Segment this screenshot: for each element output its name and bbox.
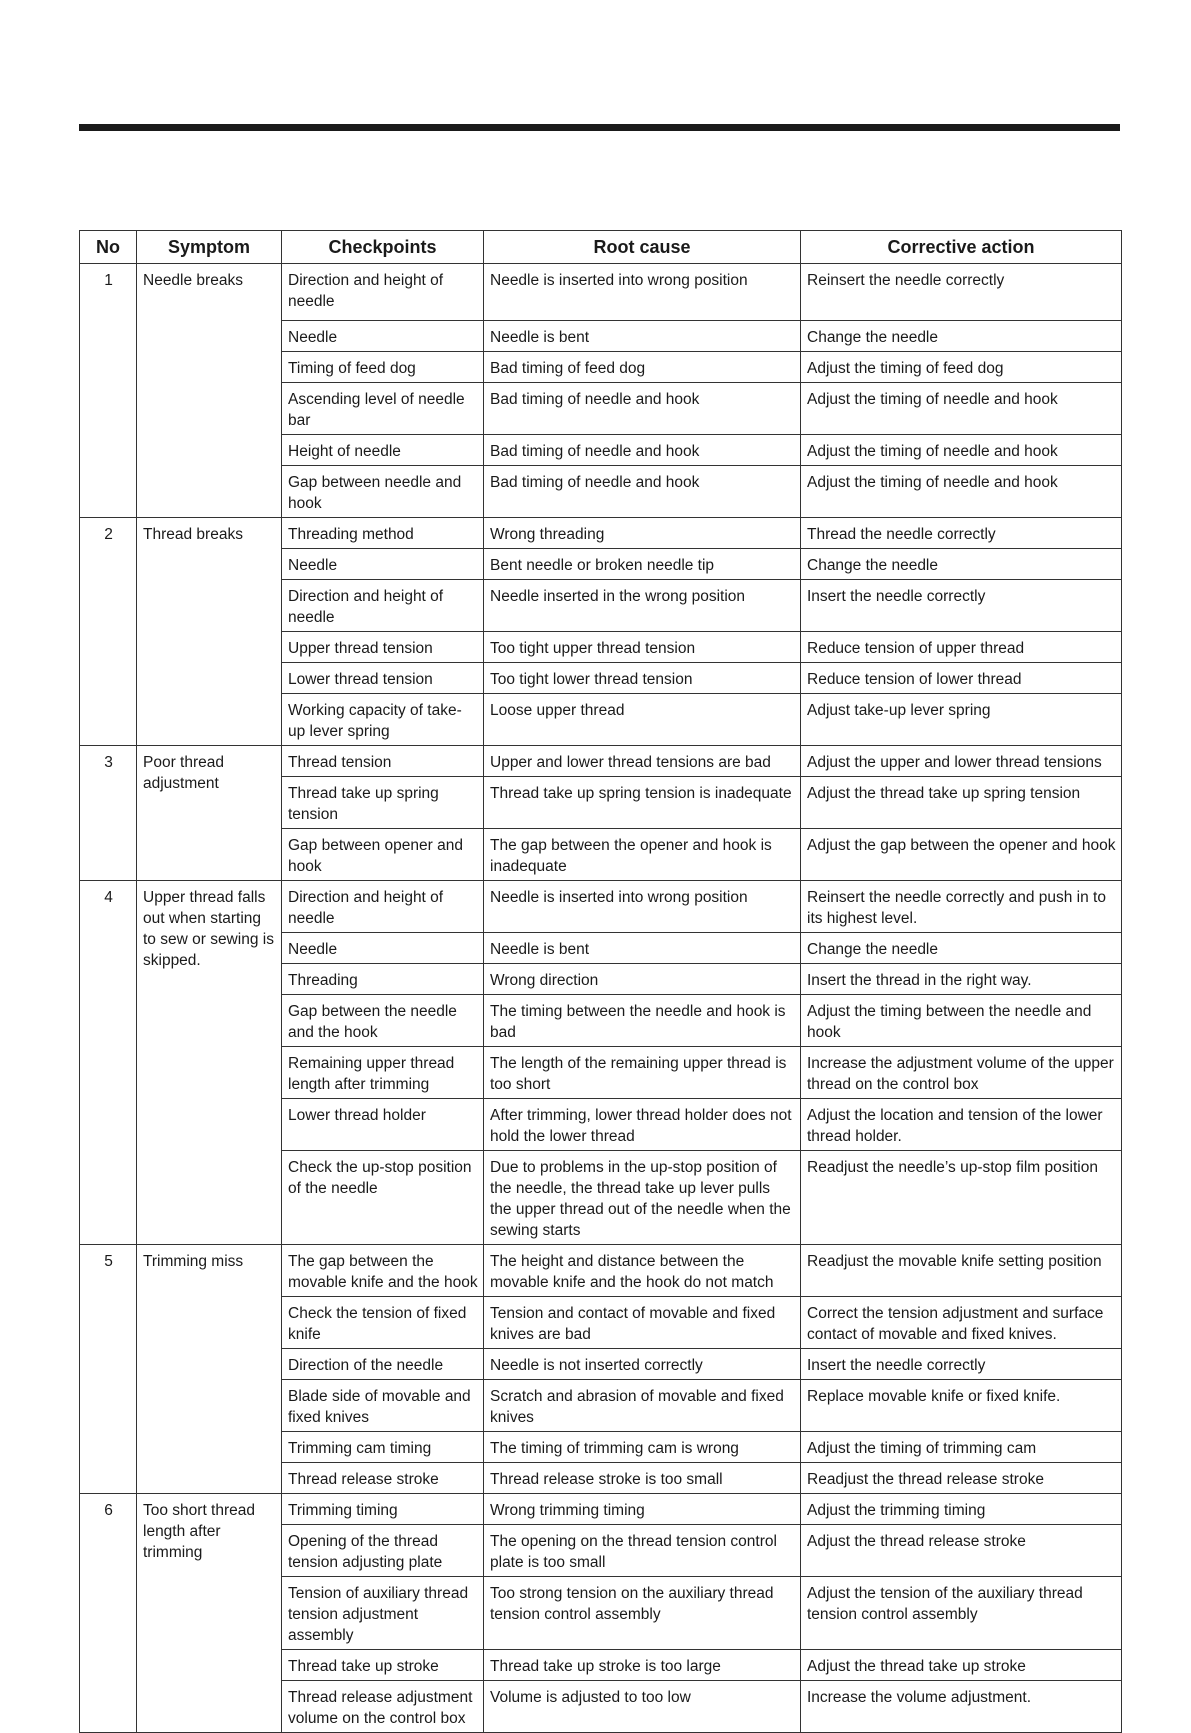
corrective-action-cell: Adjust the upper and lower thread tensions bbox=[801, 746, 1122, 777]
root-cause-cell: The gap between the opener and hook is inadequate bbox=[484, 829, 801, 881]
row-number: 3 bbox=[80, 746, 137, 881]
corrective-action-cell: Insert the needle correctly bbox=[801, 1349, 1122, 1380]
corrective-action-cell: Adjust the timing of needle and hook bbox=[801, 383, 1122, 435]
checkpoint-cell: Height of needle bbox=[282, 435, 484, 466]
corrective-action-cell: Adjust the thread take up stroke bbox=[801, 1650, 1122, 1681]
corrective-action-cell: Insert the needle correctly bbox=[801, 580, 1122, 632]
root-cause-cell: Needle inserted in the wrong position bbox=[484, 580, 801, 632]
table-row bbox=[80, 746, 1122, 777]
corrective-action-cell: Insert the thread in the right way. bbox=[801, 964, 1122, 995]
checkpoint-cell: Needle bbox=[282, 549, 484, 580]
checkpoint-cell: Threading method bbox=[282, 518, 484, 549]
root-cause-cell: The length of the remaining upper thread is too short bbox=[484, 1047, 801, 1099]
corrective-action-cell: Reduce tension of lower thread bbox=[801, 663, 1122, 694]
checkpoint-cell: Ascending level of needle bar bbox=[282, 383, 484, 435]
checkpoint-cell: Needle bbox=[282, 321, 484, 352]
row-number: 1 bbox=[80, 264, 137, 518]
table-row bbox=[80, 518, 1122, 549]
checkpoint-cell: Needle bbox=[282, 933, 484, 964]
checkpoint-cell: Trimming timing bbox=[282, 1494, 484, 1525]
root-cause-cell: Thread release stroke is too small bbox=[484, 1463, 801, 1494]
checkpoint-cell: Working capacity of take-up lever spring bbox=[282, 694, 484, 746]
root-cause-cell: Too strong tension on the auxiliary thread tension control assembly bbox=[484, 1577, 801, 1650]
header-corrective-action: Corrective action bbox=[801, 231, 1122, 264]
corrective-action-cell: Reduce tension of upper thread bbox=[801, 632, 1122, 663]
corrective-action-cell: Adjust the timing of feed dog bbox=[801, 352, 1122, 383]
top-rule bbox=[79, 124, 1120, 131]
symptom-cell: Trimming miss bbox=[137, 1245, 282, 1494]
root-cause-cell: Bent needle or broken needle tip bbox=[484, 549, 801, 580]
checkpoint-cell: Thread take up spring tension bbox=[282, 777, 484, 829]
checkpoint-cell: Direction and height of needle bbox=[282, 264, 484, 321]
checkpoint-cell: Blade side of movable and fixed knives bbox=[282, 1380, 484, 1432]
symptom-cell: Needle breaks bbox=[137, 264, 282, 518]
root-cause-cell: Wrong trimming timing bbox=[484, 1494, 801, 1525]
root-cause-cell: Too tight upper thread tension bbox=[484, 632, 801, 663]
corrective-action-cell: Adjust the gap between the opener and hook bbox=[801, 829, 1122, 881]
checkpoint-cell: Direction and height of needle bbox=[282, 881, 484, 933]
header-no: No bbox=[80, 231, 137, 264]
checkpoint-cell: Timing of feed dog bbox=[282, 352, 484, 383]
header-checkpoints: Checkpoints bbox=[282, 231, 484, 264]
corrective-action-cell: Adjust the timing between the needle and hook bbox=[801, 995, 1122, 1047]
corrective-action-cell: Adjust the thread take up spring tension bbox=[801, 777, 1122, 829]
checkpoint-cell: Lower thread tension bbox=[282, 663, 484, 694]
corrective-action-cell: Thread the needle correctly bbox=[801, 518, 1122, 549]
corrective-action-cell: Change the needle bbox=[801, 549, 1122, 580]
table-row bbox=[80, 881, 1122, 933]
row-number: 6 bbox=[80, 1494, 137, 1733]
root-cause-cell: Bad timing of needle and hook bbox=[484, 435, 801, 466]
row-number: 5 bbox=[80, 1245, 137, 1494]
root-cause-cell: Loose upper thread bbox=[484, 694, 801, 746]
root-cause-cell: Bad timing of needle and hook bbox=[484, 466, 801, 518]
checkpoint-cell: Direction and height of needle bbox=[282, 580, 484, 632]
root-cause-cell: Tension and contact of movable and fixed knives are bad bbox=[484, 1297, 801, 1349]
corrective-action-cell: Replace movable knife or fixed knife. bbox=[801, 1380, 1122, 1432]
table-row bbox=[80, 1494, 1122, 1525]
checkpoint-cell: Gap between needle and hook bbox=[282, 466, 484, 518]
root-cause-cell: The opening on the thread tension control plate is too small bbox=[484, 1525, 801, 1577]
symptom-cell: Too short thread length after trimming bbox=[137, 1494, 282, 1733]
corrective-action-cell: Readjust the needle’s up-stop film position bbox=[801, 1151, 1122, 1245]
corrective-action-cell: Adjust the thread release stroke bbox=[801, 1525, 1122, 1577]
corrective-action-cell: Adjust the tension of the auxiliary thread tension control assembly bbox=[801, 1577, 1122, 1650]
checkpoint-cell: Trimming cam timing bbox=[282, 1432, 484, 1463]
root-cause-cell: Too tight lower thread tension bbox=[484, 663, 801, 694]
corrective-action-cell: Adjust the timing of trimming cam bbox=[801, 1432, 1122, 1463]
checkpoint-cell: Upper thread tension bbox=[282, 632, 484, 663]
root-cause-cell: Needle is bent bbox=[484, 933, 801, 964]
corrective-action-cell: Reinsert the needle correctly and push in to its highest level. bbox=[801, 881, 1122, 933]
header-root-cause: Root cause bbox=[484, 231, 801, 264]
root-cause-cell: Wrong threading bbox=[484, 518, 801, 549]
corrective-action-cell: Change the needle bbox=[801, 933, 1122, 964]
corrective-action-cell: Adjust the timing of needle and hook bbox=[801, 435, 1122, 466]
checkpoint-cell: Thread release adjustment volume on the control box bbox=[282, 1681, 484, 1733]
corrective-action-cell: Adjust take-up lever spring bbox=[801, 694, 1122, 746]
root-cause-cell: Wrong direction bbox=[484, 964, 801, 995]
root-cause-cell: Due to problems in the up-stop position of the needle, the thread take up lever pulls the upper thread out of the needle when the sewing starts bbox=[484, 1151, 801, 1245]
root-cause-cell: Bad timing of needle and hook bbox=[484, 383, 801, 435]
root-cause-cell: The timing of trimming cam is wrong bbox=[484, 1432, 801, 1463]
header-row bbox=[80, 231, 1122, 264]
root-cause-cell: Thread take up spring tension is inadequate bbox=[484, 777, 801, 829]
checkpoint-cell: Threading bbox=[282, 964, 484, 995]
root-cause-cell: Volume is adjusted to too low bbox=[484, 1681, 801, 1733]
corrective-action-cell: Readjust the thread release stroke bbox=[801, 1463, 1122, 1494]
root-cause-cell: After trimming, lower thread holder does not hold the lower thread bbox=[484, 1099, 801, 1151]
root-cause-cell: Thread take up stroke is too large bbox=[484, 1650, 801, 1681]
checkpoint-cell: Direction of the needle bbox=[282, 1349, 484, 1380]
root-cause-cell: Needle is not inserted correctly bbox=[484, 1349, 801, 1380]
table-body bbox=[80, 264, 1122, 1733]
corrective-action-cell: Adjust the location and tension of the lower thread holder. bbox=[801, 1099, 1122, 1151]
root-cause-cell: Needle is inserted into wrong position bbox=[484, 881, 801, 933]
checkpoint-cell: Opening of the thread tension adjusting plate bbox=[282, 1525, 484, 1577]
symptom-cell: Thread breaks bbox=[137, 518, 282, 746]
checkpoint-cell: The gap between the movable knife and the hook bbox=[282, 1245, 484, 1297]
checkpoint-cell: Tension of auxiliary thread tension adjustment assembly bbox=[282, 1577, 484, 1650]
row-number: 4 bbox=[80, 881, 137, 1245]
root-cause-cell: Needle is bent bbox=[484, 321, 801, 352]
table-row bbox=[80, 1245, 1122, 1297]
checkpoint-cell: Check the tension of fixed knife bbox=[282, 1297, 484, 1349]
corrective-action-cell: Increase the adjustment volume of the upper thread on the control box bbox=[801, 1047, 1122, 1099]
checkpoint-cell: Thread take up stroke bbox=[282, 1650, 484, 1681]
root-cause-cell: Needle is inserted into wrong position bbox=[484, 264, 801, 321]
root-cause-cell: The height and distance between the movable knife and the hook do not match bbox=[484, 1245, 801, 1297]
corrective-action-cell: Change the needle bbox=[801, 321, 1122, 352]
symptom-cell: Poor thread adjustment bbox=[137, 746, 282, 881]
checkpoint-cell: Lower thread holder bbox=[282, 1099, 484, 1151]
corrective-action-cell: Increase the volume adjustment. bbox=[801, 1681, 1122, 1733]
root-cause-cell: The timing between the needle and hook is bad bbox=[484, 995, 801, 1047]
corrective-action-cell: Adjust the timing of needle and hook bbox=[801, 466, 1122, 518]
corrective-action-cell: Correct the tension adjustment and surface contact of movable and fixed knives. bbox=[801, 1297, 1122, 1349]
corrective-action-cell: Reinsert the needle correctly bbox=[801, 264, 1122, 321]
checkpoint-cell: Gap between opener and hook bbox=[282, 829, 484, 881]
checkpoint-cell: Check the up-stop position of the needle bbox=[282, 1151, 484, 1245]
table-row bbox=[80, 264, 1122, 321]
checkpoint-cell: Gap between the needle and the hook bbox=[282, 995, 484, 1047]
troubleshooting-table bbox=[79, 230, 1122, 1733]
row-number: 2 bbox=[80, 518, 137, 746]
root-cause-cell: Bad timing of feed dog bbox=[484, 352, 801, 383]
symptom-cell: Upper thread falls out when starting to sew or sewing is skipped. bbox=[137, 881, 282, 1245]
root-cause-cell: Upper and lower thread tensions are bad bbox=[484, 746, 801, 777]
header-symptom: Symptom bbox=[137, 231, 282, 264]
corrective-action-cell: Readjust the movable knife setting position bbox=[801, 1245, 1122, 1297]
root-cause-cell: Scratch and abrasion of movable and fixed knives bbox=[484, 1380, 801, 1432]
checkpoint-cell: Remaining upper thread length after trimming bbox=[282, 1047, 484, 1099]
corrective-action-cell: Adjust the trimming timing bbox=[801, 1494, 1122, 1525]
checkpoint-cell: Thread release stroke bbox=[282, 1463, 484, 1494]
checkpoint-cell: Thread tension bbox=[282, 746, 484, 777]
